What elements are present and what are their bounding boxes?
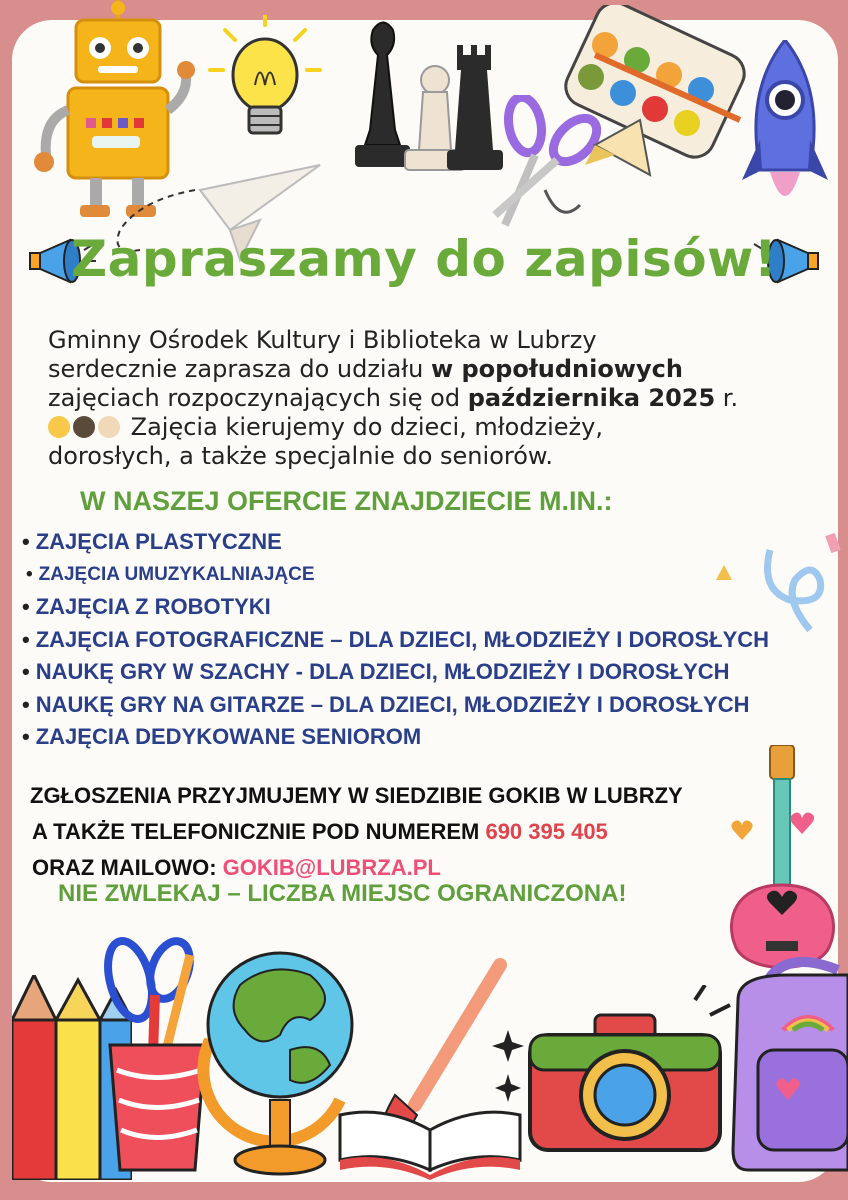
list-item-label: ZAJĘCIA PLASTYCZNE	[35, 529, 282, 554]
list-item: • NAUKĘ GRY NA GITARZE – DLA DZIECI, MŁODZIEŻY I DOROSŁYCH	[22, 691, 750, 717]
list-item: • NAUKĘ GRY W SZACHY - DLA DZIECI, MŁODZIEŻY I DOROSŁYCH	[22, 659, 730, 684]
list-item-label: ZAJĘCIA DEDYKOWANE SENIOROM	[35, 724, 422, 749]
offer-list	[22, 528, 769, 756]
list-item: • ZAJĘCIA FOTOGRAFICZNE – DLA DZIECI, MŁODZIEŻY I DOROSŁYCH	[22, 626, 770, 652]
intro-line-4-text: Zajęcia kierujemy do dzieci, młodzieży,	[130, 413, 603, 441]
list-item-label: NAUKĘ GRY NA GITARZE – DLA DZIECI, MŁODZIEŻY I DOROSŁYCH	[35, 691, 750, 717]
intro-line-1: Gminny Ośrodek Kultury i Biblioteka w Lubrzy	[48, 326, 597, 354]
list-item-label: NAUKĘ GRY W SZACHY - DLA DZIECI, MŁODZIEŻY I DOROSŁYCH	[35, 659, 730, 684]
guitar-icon	[720, 745, 840, 985]
intro-line-2-bold: w popołudniowych	[430, 355, 683, 383]
intro-line-2	[48, 355, 808, 384]
contact-line-2	[30, 814, 683, 850]
email-link[interactable]: GOKIB@LUBRZA.PL	[222, 855, 441, 880]
lightbulb-icon	[205, 15, 325, 145]
list-item: • ZAJĘCIA Z ROBOTYKI	[22, 594, 271, 619]
list-item-label: ZAJĘCIA FOTOGRAFICZNE – DLA DZIECI, MŁODZIEŻY I DOROSŁYCH	[35, 626, 770, 652]
list-item: • ZAJĘCIA UMUZYKALNIAJĄCE	[26, 563, 315, 585]
intro-text	[48, 326, 808, 471]
list-item: • ZAJĘCIA PLASTYCZNE	[22, 529, 282, 554]
list-item-label: ZAJĘCIA Z ROBOTYKI	[35, 594, 271, 619]
intro-line-5: dorosłych, a także specjalnie do seniorów.	[48, 442, 553, 470]
intro-line-3	[48, 384, 808, 413]
backpack-icon	[728, 950, 848, 1180]
contact-info	[30, 778, 683, 886]
list-item-label: ZAJĘCIA UMUZYKALNIAJĄCE	[38, 563, 315, 585]
contact-line-2-text: A TAKŻE TELEFONICZNIE POD NUMEREM	[32, 819, 486, 844]
rocket-icon	[740, 40, 830, 220]
child-emoji-icon	[48, 416, 70, 438]
sparkle-icon	[488, 1030, 528, 1110]
contact-line-3-text: ORAZ MAILOWO:	[32, 855, 223, 880]
offer-heading: W NASZEJ OFERCIE ZNAJDZIECIE M.IN.:	[80, 486, 613, 516]
contact-line-1: ZGŁOSZENIA PRZYJMUJEMY W SIEDZIBIE GOKIB W LUBRZY	[30, 783, 683, 808]
phone-number[interactable]: 690 395 405	[485, 819, 608, 844]
hearts-icon	[730, 810, 820, 850]
student-emoji-icon	[73, 416, 95, 438]
senior-emoji-icon	[98, 416, 120, 438]
intro-line-4	[48, 413, 808, 442]
intro-line-2-text: serdecznie zaprasza do udziału	[48, 355, 431, 383]
camera-icon	[525, 985, 735, 1160]
intro-line-3-bold: października 2025	[467, 384, 716, 412]
intro-line-3-suffix: r.	[715, 384, 739, 412]
intro-line-3-text: zajęciach rozpoczynających się od	[48, 384, 468, 412]
page-title: Zapraszamy do zapisów!	[70, 230, 778, 288]
list-item: • ZAJĘCIA DEDYKOWANE SENIOROM	[22, 724, 422, 749]
limited-places-notice: NIE ZWLEKAJ – LICZBA MIEJSC OGRANICZONA!	[58, 880, 627, 907]
paint-palette-icon	[555, 5, 755, 205]
